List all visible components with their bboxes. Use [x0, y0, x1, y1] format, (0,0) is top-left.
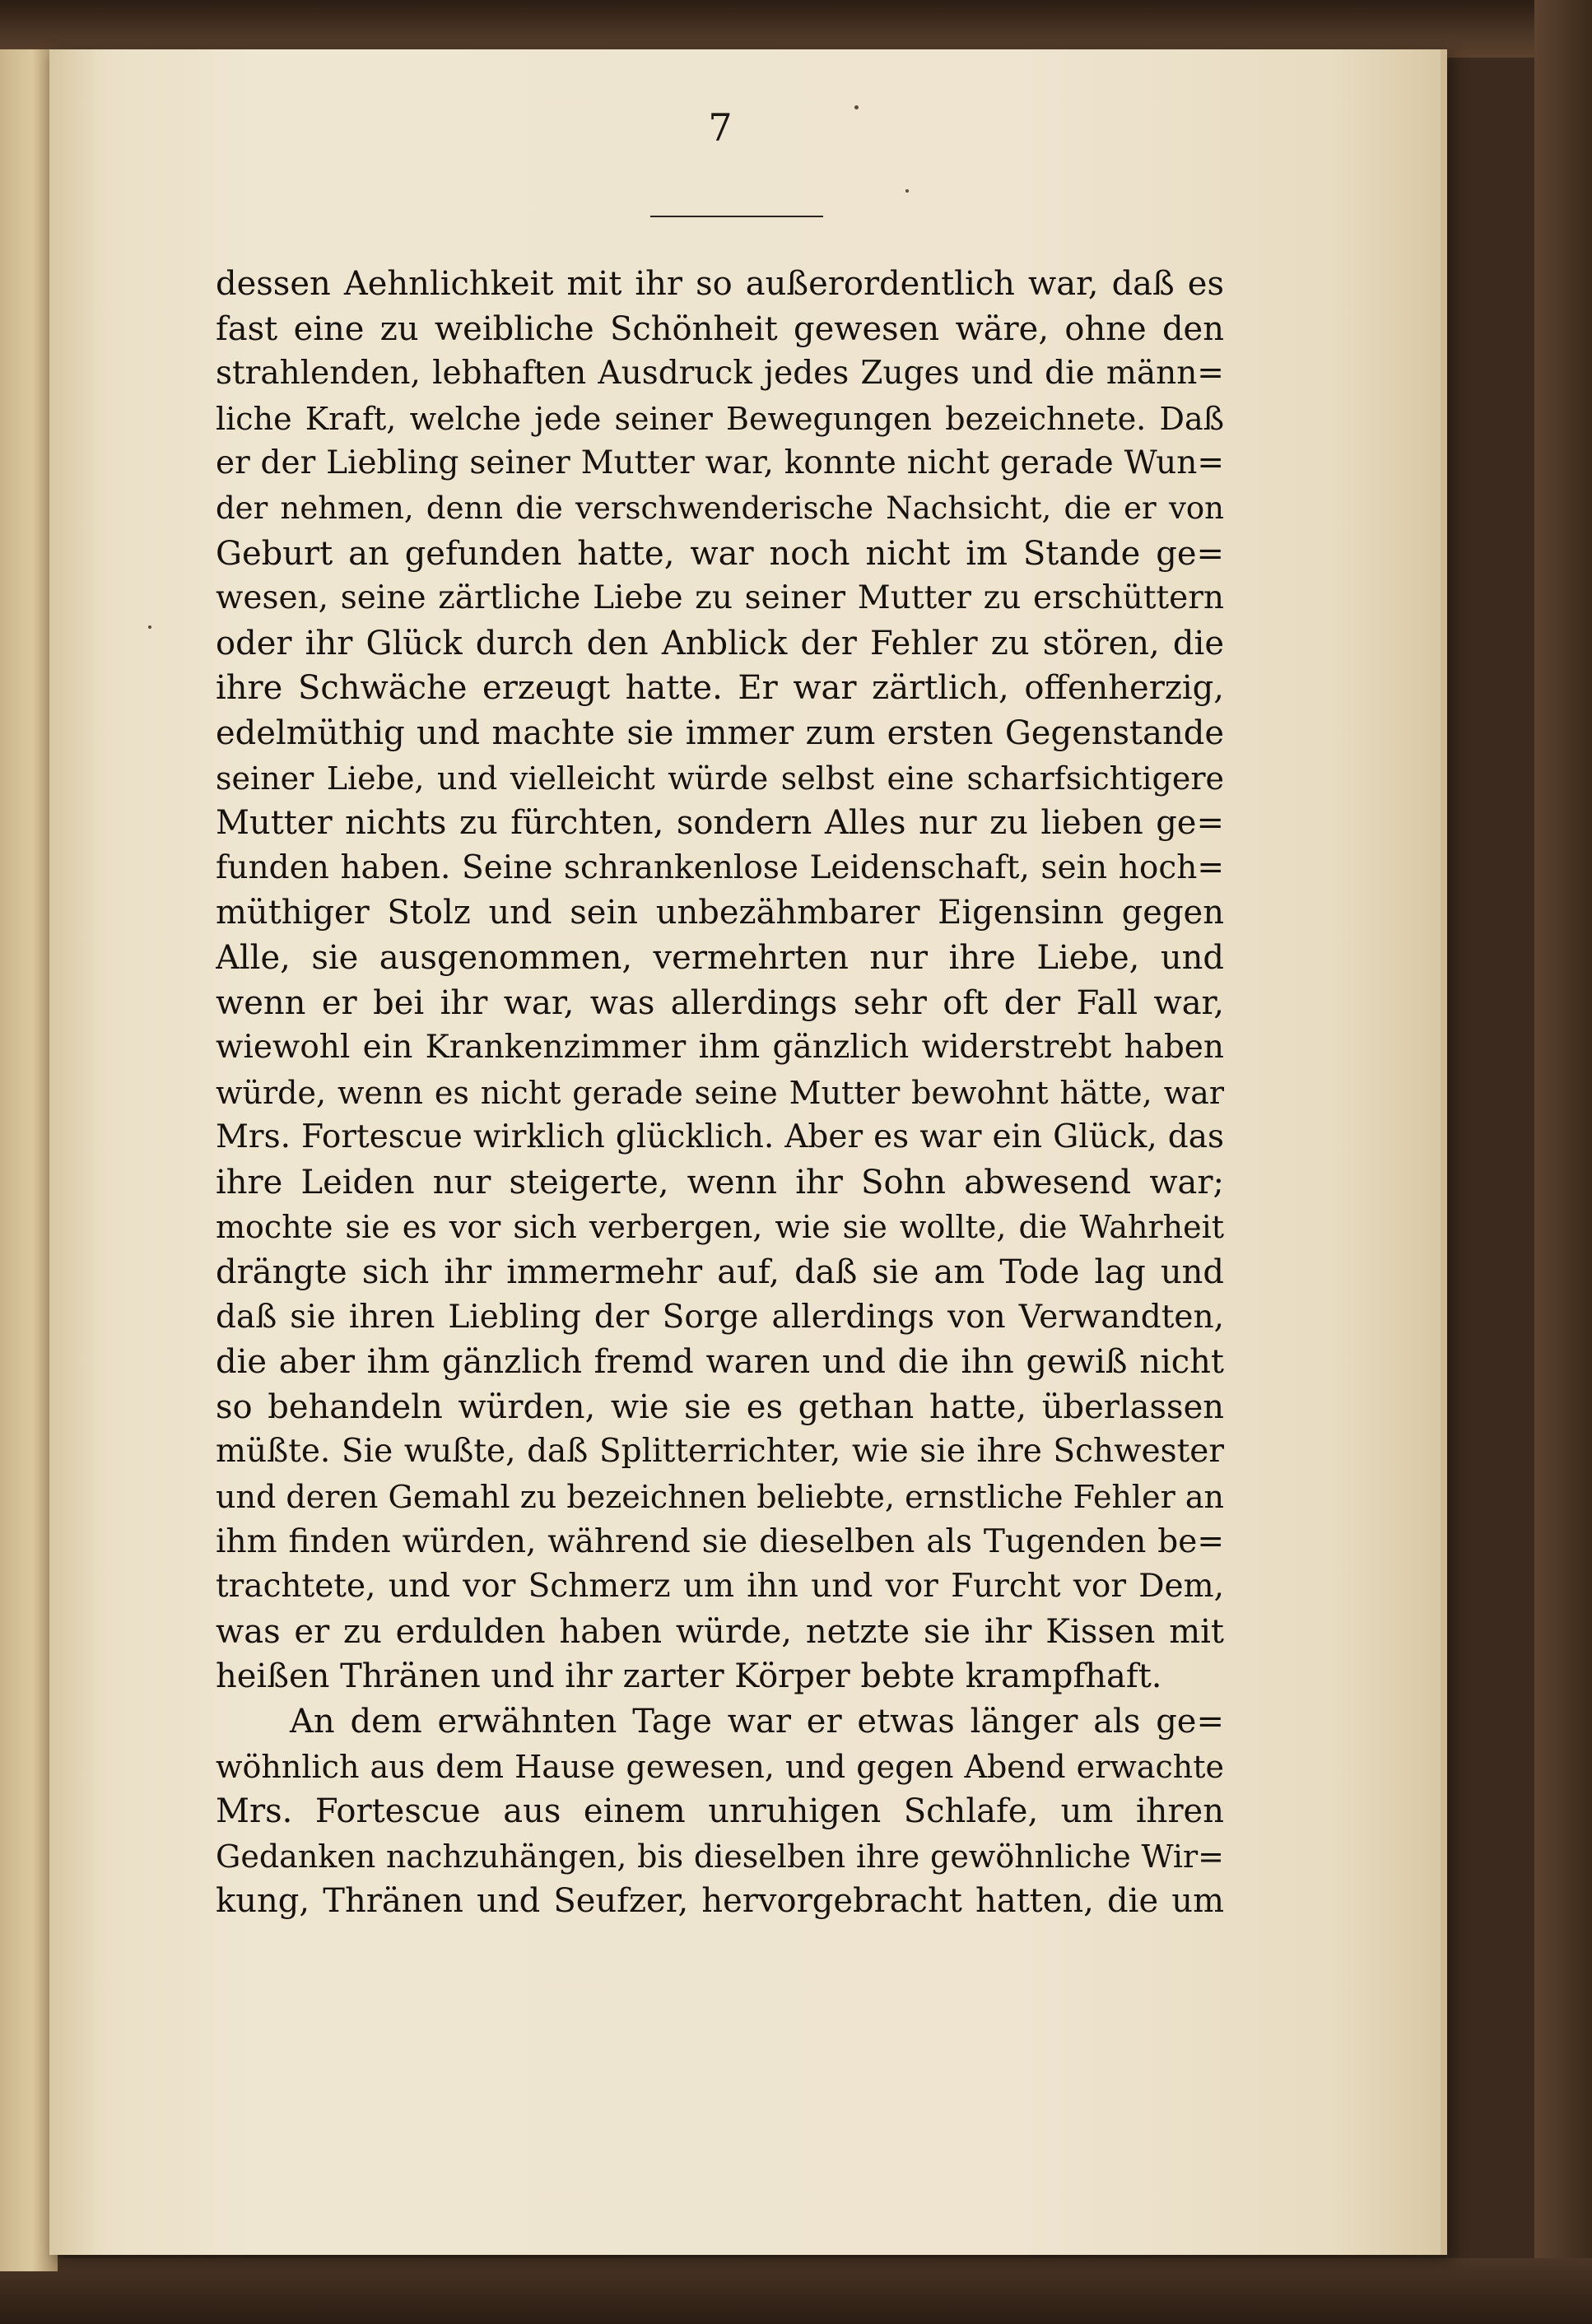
text-line: oder ihr Glück durch den Anblick der Fehler zu stören, die [216, 624, 1224, 662]
paragraph-last-line: heißen Thränen und ihr zarter Körper bebte krampfhaft. [216, 1657, 1162, 1696]
book-cover-bottom-edge [0, 2258, 1592, 2324]
text-line: fast eine zu weibliche Schönheit gewesen wäre, ohne den [216, 309, 1224, 348]
text-line: kung, Thränen und Seufzer, hervorgebracht hatten, die um [216, 1882, 1224, 1921]
text-line: Alle, sie ausgenommen, vermehrten nur ihre Liebe, und [216, 938, 1224, 977]
text-line: müßte. Sie wußte, daß Splitterrichter, wie sie ihre Schwester [216, 1433, 1224, 1471]
text-line: drängte sich ihr immermehr auf, daß sie am Tode lag und [216, 1253, 1224, 1292]
text-line: ihm finden würden, während sie dieselben als Tugenden be= [216, 1522, 1224, 1560]
page-number: 7 [708, 105, 733, 150]
text-line: Geburt an gefunden hatte, war noch nicht im Stande ge= [216, 534, 1224, 573]
paper-speck [148, 625, 151, 629]
text-line: strahlenden, lebhaften Ausdruck jedes Zuges und die männ= [216, 355, 1224, 393]
text-line: und deren Gemahl zu bezeichnen beliebte, ernstliche Fehler an [216, 1479, 1224, 1516]
book-cover-right-edge [1534, 0, 1592, 2324]
text-line: Mrs. Fortescue wirklich glücklich. Aber es war ein Glück, das [216, 1118, 1224, 1156]
text-line: der nehmen, denn die verschwenderische Nachsicht, die er von [216, 490, 1224, 526]
text-line: müthiger Stolz und sein unbezähmbarer Eigensinn gegen [216, 894, 1224, 932]
text-line: die aber ihm gänzlich fremd waren und die ihn gewiß nicht [216, 1343, 1224, 1382]
text-line: Mrs. Fortescue aus einem unruhigen Schlafe, um ihren [216, 1792, 1224, 1831]
text-line: Gedanken nachzuhängen, bis dieselben ihre gewöhnliche Wir= [216, 1838, 1224, 1875]
text-line: wöhnlich aus dem Hause gewesen, und gegen Abend erwachte [216, 1748, 1224, 1785]
text-line: wiewohl ein Krankenzimmer ihm gänzlich widerstrebt haben [216, 1029, 1224, 1067]
paragraph-first-line: An dem erwähnten Tage war er etwas länger als ge= [290, 1703, 1224, 1741]
text-line: ihre Leiden nur steigerte, wenn ihr Sohn abwesend war; [216, 1163, 1224, 1202]
text-line: ihre Schwäche erzeugt hatte. Er war zärtlich, offenherzig, [216, 669, 1224, 708]
text-line: wenn er bei ihr war, was allerdings sehr oft der Fall war, [216, 983, 1224, 1022]
text-line: Mutter nichts zu fürchten, sondern Alles nur zu lieben ge= [216, 804, 1224, 843]
text-line: daß sie ihren Liebling der Sorge allerdings von Verwandten, [216, 1298, 1224, 1336]
text-line: was er zu erdulden haben würde, netzte sie ihr Kissen mit [216, 1612, 1224, 1651]
paper-speck [905, 189, 909, 193]
text-line: würde, wenn es nicht gerade seine Mutter bewohnt hätte, war [216, 1074, 1224, 1111]
text-line: wesen, seine zärtliche Liebe zu seiner Mutter zu erschüttern [216, 579, 1224, 617]
body-text [216, 262, 1224, 1924]
text-line: funden haben. Seine schrankenlose Leidenschaft, sein hoch= [216, 848, 1224, 886]
header-rule [650, 216, 823, 217]
text-line: er der Liebling seiner Mutter war, konnte nicht gerade Wun= [216, 444, 1224, 482]
text-line: trachtete, und vor Schmerz um ihn und vor Furcht vor Dem, [216, 1568, 1224, 1606]
text-line: so behandeln würden, wie sie es gethan hatte, überlassen [216, 1387, 1224, 1426]
text-line: liche Kraft, welche jede seiner Bewegungen bezeichnete. Daß [216, 400, 1224, 437]
text-line: dessen Aehnlichkeit mit ihr so außerordentlich war, daß es [216, 265, 1224, 303]
text-line: mochte sie es vor sich verbergen, wie sie wollte, die Wahrheit [216, 1209, 1224, 1246]
text-line: seiner Liebe, und vielleicht würde selbst eine scharfsichtigere [216, 760, 1224, 797]
text-line: edelmüthig und machte sie immer zum ersten Gegenstande [216, 713, 1224, 752]
